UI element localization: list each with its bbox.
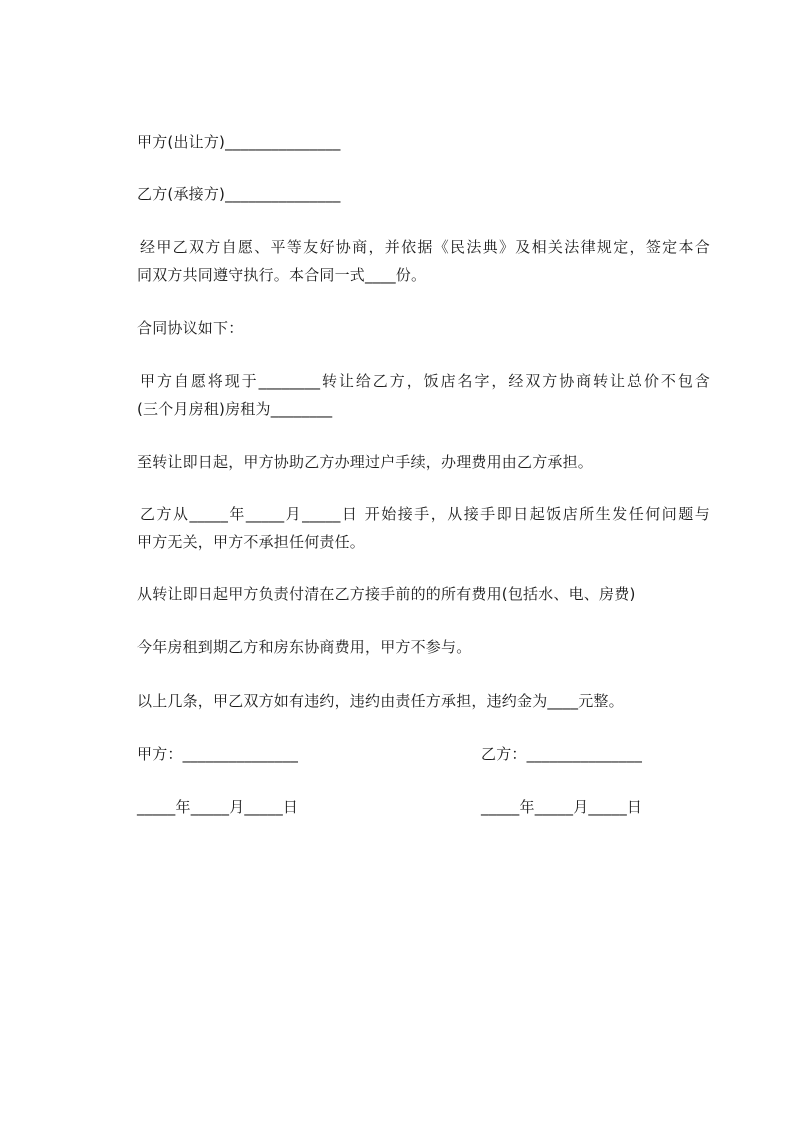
party-b-signature: 乙方：_______________ <box>481 745 643 763</box>
intro-line-2: 同双方共同遵守执行。本合同一式____份。 <box>137 266 427 284</box>
clause-3-line-2: 甲方无关，甲方不承担任何责任。 <box>137 533 366 551</box>
clause-1-line-2: (三个月房租)房租为________ <box>137 400 333 418</box>
party-b-date: _____年_____月_____日 <box>481 798 643 816</box>
intro-line-1: 经甲乙双方自愿、平等友好协商，并依据《民法典》及相关法律规定，签定本合 <box>140 238 710 256</box>
clause-4: 从转让即日起甲方负责付清在乙方接手前的的所有费用(包括水、电、房费) <box>137 585 636 603</box>
clause-2: 至转让即日起，甲方协助乙方办理过户手续，办理费用由乙方承担。 <box>137 453 594 471</box>
clause-3-line-1: 乙方从_____年_____月_____日 开始接手，从接手即日起饭店所生发任何问题与 <box>140 505 710 523</box>
party-a-line: 甲方(出让方)_______________ <box>137 133 341 151</box>
clause-6: 以上几条，甲乙双方如有违约，违约由责任方承担，违约金为____元整。 <box>137 692 624 710</box>
party-b-line: 乙方(承接方)_______________ <box>137 185 341 203</box>
party-a-date: _____年_____月_____日 <box>137 798 299 816</box>
party-a-signature: 甲方：_______________ <box>137 745 299 763</box>
clause-5: 今年房租到期乙方和房东协商费用，甲方不参与。 <box>137 638 472 656</box>
agreement-heading: 合同协议如下： <box>137 319 244 337</box>
clause-1-line-1: 甲方自愿将现于________转让给乙方，饭店名字，经双方协商转让总价不包含 <box>140 372 710 390</box>
